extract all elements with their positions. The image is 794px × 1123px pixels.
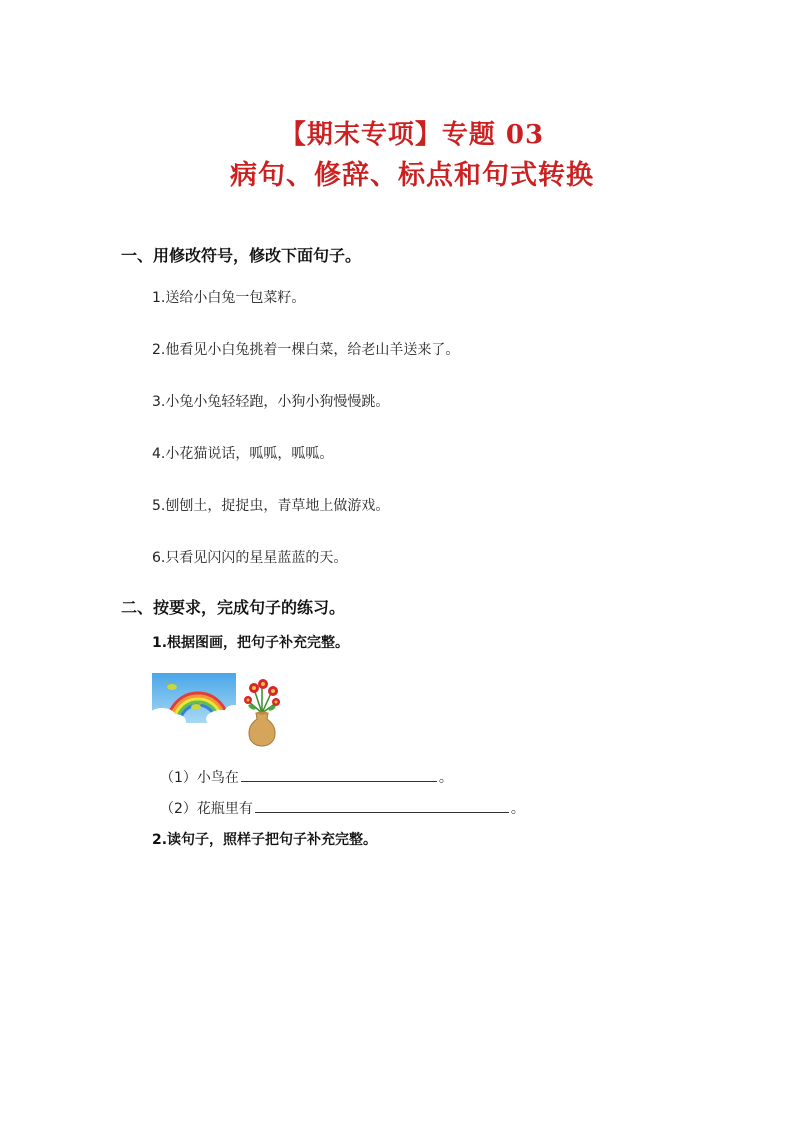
question-1-label: 1.根据图画，把句子补充完整。 [152,635,350,651]
flower-vase-picture [240,677,284,747]
section-1-item-5: 5.刨刨土，捉捉虫，青草地上做游戏。 [152,498,390,514]
section-1-heading: 一、用修改符号，修改下面句子。 [121,246,362,265]
question-1-fill-1 [160,767,453,787]
section-1-item-4: 4.小花猫说话，呱呱，呱呱。 [152,446,334,462]
section-1-item-6: 6.只看见闪闪的星星蓝蓝的天。 [152,550,348,566]
section-2-heading: 二、按要求，完成句子的练习。 [121,598,346,617]
section-1-item-2: 2.他看见小白兔挑着一棵白菜，给老山羊送来了。 [152,342,460,358]
fill-1-prefix: （1）小鸟在 [160,770,239,786]
section-1-item-1: 1.送给小白兔一包菜籽。 [152,290,306,306]
page-title-line-1: 【期末专项】专题 03 [279,120,545,150]
fill-1-suffix: 。 [438,770,453,786]
section-1-item-3: 3.小兔小兔轻轻跑，小狗小狗慢慢跳。 [152,394,390,410]
question-1-fill-2 [160,798,525,818]
page-title-line-2: 病句、修辞、标点和句式转换 [230,160,594,191]
fill-2-suffix: 。 [510,801,525,817]
fill-1-blank[interactable] [241,767,437,782]
fill-2-blank[interactable] [255,798,509,813]
rainbow-birds-picture [152,673,236,723]
question-2-label: 2.读句子，照样子把句子补充完整。 [152,832,378,848]
fill-2-prefix: （2）花瓶里有 [160,801,253,817]
